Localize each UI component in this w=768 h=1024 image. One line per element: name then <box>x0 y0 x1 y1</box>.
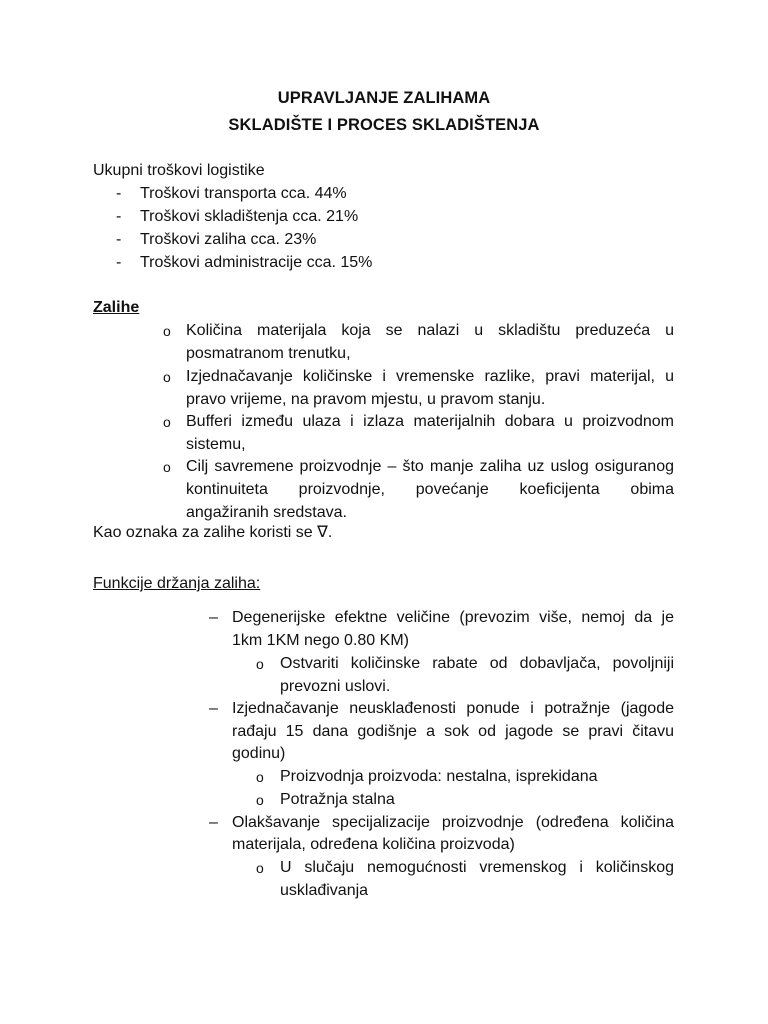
zalihe-item-line: Cilj savremene proizvodnje – što manje zaliha uz uslog osiguranog <box>186 458 674 475</box>
circle-bullet: o <box>256 792 264 808</box>
cost-item: Troškovi zaliha cca. 23% <box>140 231 317 248</box>
circle-bullet: o <box>163 414 171 430</box>
zalihe-item-line: posmatranom trenutku, <box>186 345 351 362</box>
zalihe-item-line: angažiranih sredstava. <box>186 504 347 521</box>
circle-bullet: o <box>163 323 171 339</box>
cost-item: Troškovi skladištenja cca. 21% <box>140 208 359 225</box>
en-dash-bullet: – <box>209 814 218 831</box>
symbol-note: Kao oznaka za zalihe koristi se ∇. <box>93 524 333 541</box>
dash-bullet: - <box>116 254 122 271</box>
funkcija-line: 1km 1KM nego 0.80 KM) <box>232 632 409 649</box>
funkcija-line: Degenerijske efektne veličine (prevozim više, nemoj da je <box>232 609 674 626</box>
dash-bullet: - <box>116 185 122 202</box>
funkcija-sub-line: U slučaju nemogućnosti vremenskog i količinskog <box>280 859 674 876</box>
circle-bullet: o <box>163 369 171 385</box>
dash-bullet: - <box>116 231 122 248</box>
zalihe-heading: Zalihe <box>93 299 140 316</box>
funkcija-sub-line: Potražnja stalna <box>280 791 395 808</box>
en-dash-bullet: – <box>209 609 218 626</box>
funkcija-line: godinu) <box>232 745 286 762</box>
funkcija-line: Olakšavanje specijalizacije proizvodnje (određena količina <box>232 814 674 831</box>
cost-item: Troškovi administracije cca. 15% <box>140 254 373 271</box>
zalihe-item-line: kontinuiteta proizvodnje, povećanje koeficijenta obima <box>186 481 674 498</box>
funkcija-sub-line: Proizvodnja proizvoda: nestalna, isprekidana <box>280 768 598 785</box>
dash-bullet: - <box>116 208 122 225</box>
document-title: UPRAVLJANJE ZALIHAMA <box>277 89 491 107</box>
circle-bullet: o <box>163 459 171 475</box>
funkcija-line: rađaju 15 dana godišnje a sok od jagode se pravi čitavu <box>232 723 674 740</box>
cost-item: Troškovi transporta cca. 44% <box>140 185 347 202</box>
funkcija-sub-line: Ostvariti količinske rabate od dobavljača, povoljniji <box>280 655 674 672</box>
zalihe-item-line: Količina materijala koja se nalazi u skladištu preduzeća u <box>186 322 674 339</box>
funkcija-line: materijala, određena količina proizvoda) <box>232 836 515 853</box>
zalihe-item-line: pravo vrijeme, na pravom mjestu, u pravom stanju. <box>186 391 546 408</box>
funkcije-heading: Funkcije držanja zaliha: <box>93 575 261 592</box>
funkcija-sub-line: usklađivanja <box>280 882 369 899</box>
zalihe-item-line: sistemu, <box>186 436 246 453</box>
zalihe-item-line: Bufferi između ulaza i izlaza materijalnih dobara u proizvodnom <box>186 413 674 430</box>
funkcija-line: Izjednačavanje neusklađenosti ponude i potražnje (jagode <box>232 700 674 717</box>
circle-bullet: o <box>256 769 264 785</box>
circle-bullet: o <box>256 860 264 876</box>
zalihe-item-line: Izjednačavanje količinske i vremenske razlike, pravi materijal, u <box>186 368 674 385</box>
document-subtitle: SKLADIŠTE I PROCES SKLADIŠTENJA <box>228 116 540 134</box>
en-dash-bullet: – <box>209 700 218 717</box>
funkcija-sub-line: prevozni uslovi. <box>280 678 391 695</box>
costs-heading: Ukupni troškovi logistike <box>93 162 265 179</box>
circle-bullet: o <box>256 656 264 672</box>
